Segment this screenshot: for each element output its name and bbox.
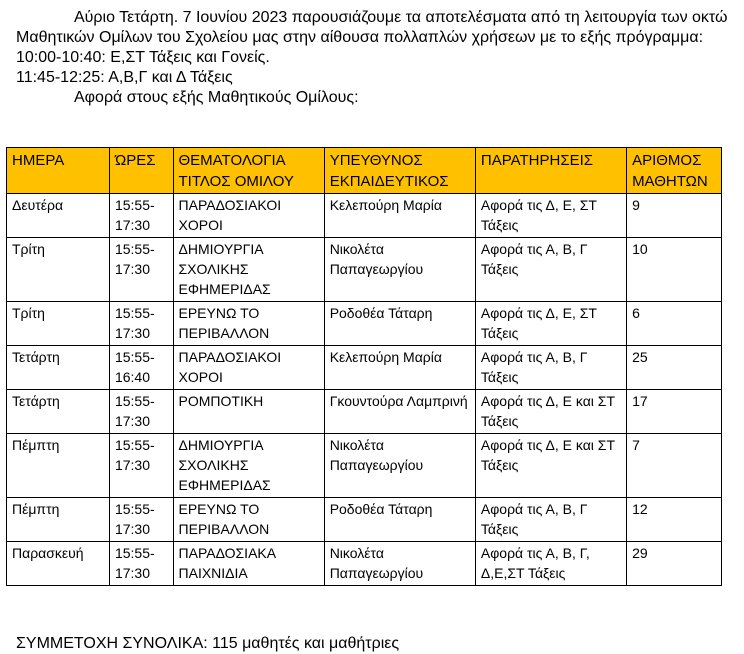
clubs-schedule-table <box>6 147 722 586</box>
header-student-count: ΑΡΙΘΜΟΣ ΜΑΘΗΤΩΝ <box>627 148 722 194</box>
cell-day: Παρασκευή <box>7 542 110 586</box>
cell-hours: 15:55-17:30 <box>109 542 173 586</box>
cell-teacher: Κελεπούρη Μαρία <box>324 194 475 238</box>
table-row <box>7 238 722 302</box>
cell-student-count: 9 <box>627 194 722 238</box>
cell-notes: Αφορά τις Α, Β, Γ Τάξεις <box>475 346 626 390</box>
clubs-intro-line: Αφορά στους εξής Μαθητικούς Ομίλους: <box>74 89 359 106</box>
cell-notes: Αφορά τις Δ, Ε, ΣΤ Τάξεις <box>475 302 626 346</box>
cell-topic: ΠΑΡΑΔΟΣΙΑΚΑ ΠΑΙΧΝΙΔΙΑ <box>173 542 324 586</box>
cell-day: Τρίτη <box>7 302 110 346</box>
cell-teacher: Νικολέτα Παπαγεωργίου <box>324 238 475 302</box>
header-notes: ΠΑΡΑΤΗΡΗΣΕΙΣ <box>475 148 626 194</box>
cell-notes: Αφορά τις Α, Β, Γ Τάξεις <box>475 238 626 302</box>
cell-teacher: Νικολέτα Παπαγεωργίου <box>324 542 475 586</box>
cell-teacher: Γκουντούρα Λαμπρινή <box>324 390 475 434</box>
cell-teacher: Κελεπούρη Μαρία <box>324 346 475 390</box>
cell-hours: 15:55-17:30 <box>109 390 173 434</box>
table-row <box>7 194 722 238</box>
cell-notes: Αφορά τις Α, Β, Γ, Δ,Ε,ΣΤ Τάξεις <box>475 542 626 586</box>
cell-topic: ΠΑΡΑΔΟΣΙΑΚΟΙ ΧΟΡΟΙ <box>173 194 324 238</box>
cell-student-count: 25 <box>627 346 722 390</box>
intro-text <box>16 8 728 108</box>
cell-student-count: 7 <box>627 434 722 498</box>
header-topic: ΘΕΜΑΤΟΛΟΓΙΑ ΤΙΤΛΟΣ ΟΜΙΛΟΥ <box>173 148 324 194</box>
table-row <box>7 498 722 542</box>
cell-hours: 15:55-17:30 <box>109 238 173 302</box>
cell-notes: Αφορά τις Α, Β, Γ Τάξεις <box>475 498 626 542</box>
cell-topic: ΕΡΕΥΝΩ ΤΟ ΠΕΡΙΒΑΛΛΟΝ <box>173 302 324 346</box>
cell-topic: ΠΑΡΑΔΟΣΙΑΚΟΙ ΧΟΡΟΙ <box>173 346 324 390</box>
table-header-row <box>7 148 722 194</box>
cell-student-count: 12 <box>627 498 722 542</box>
table-row <box>7 434 722 498</box>
cell-topic: ΔΗΜΙΟΥΡΓΙΑ ΣΧΟΛΙΚΗΣ ΕΦΗΜΕΡΙΔΑΣ <box>173 238 324 302</box>
cell-teacher: Νικολέτα Παπαγεωργίου <box>324 434 475 498</box>
intro-paragraph: Αύριο Τετάρτη. 7 Ιουνίου 2023 παρουσιάζουμε τα αποτελέσματα από τη λειτουργία των οκτώ Μαθητικών Ομίλων του Σχολείου μας στην αίθουσα πολλαπλών χρήσεων με το εξής πρόγραμμα: <box>16 9 728 46</box>
cell-hours: 15:55-17:30 <box>109 302 173 346</box>
cell-notes: Αφορά τις Δ, Ε και ΣΤ Τάξεις <box>475 390 626 434</box>
cell-hours: 15:55-17:30 <box>109 194 173 238</box>
cell-topic: ΔΗΜΙΟΥΡΓΙΑ ΣΧΟΛΙΚΗΣ ΕΦΗΜΕΡΙΔΑΣ <box>173 434 324 498</box>
cell-day: Δευτέρα <box>7 194 110 238</box>
header-day: ΗΜΕΡΑ <box>7 148 110 194</box>
first-session-line: 10:00-10:40: Ε,ΣΤ Τάξεις και Γονείς. <box>16 49 270 66</box>
cell-student-count: 17 <box>627 390 722 434</box>
table-row <box>7 346 722 390</box>
cell-day: Πέμπτη <box>7 498 110 542</box>
cell-hours: 15:55-17:30 <box>109 434 173 498</box>
cell-day: Πέμπτη <box>7 434 110 498</box>
cell-day: Τρίτη <box>7 238 110 302</box>
table-row <box>7 302 722 346</box>
cell-student-count: 29 <box>627 542 722 586</box>
second-session-line: 11:45-12:25: Α,Β,Γ και Δ Τάξεις <box>16 69 233 86</box>
cell-student-count: 10 <box>627 238 722 302</box>
cell-notes: Αφορά τις Δ, Ε και ΣΤ Τάξεις <box>475 434 626 498</box>
total-participation: ΣΥΜΜΕΤΟΧΗ ΣΥΝΟΛΙΚΑ: 115 μαθητές και μαθήτριες <box>16 635 400 652</box>
cell-topic: ΡΟΜΠΟΤΙΚΗ <box>173 390 324 434</box>
table-row <box>7 542 722 586</box>
header-teacher: ΥΠΕΥΘΥΝΟΣ ΕΚΠΑΙΔΕΥΤΙΚΟΣ <box>324 148 475 194</box>
header-hours: ΏΡΕΣ <box>109 148 173 194</box>
cell-teacher: Ροδοθέα Τάταρη <box>324 302 475 346</box>
cell-teacher: Ροδοθέα Τάταρη <box>324 498 475 542</box>
cell-hours: 15:55-17:30 <box>109 498 173 542</box>
cell-day: Τετάρτη <box>7 390 110 434</box>
cell-topic: ΕΡΕΥΝΩ ΤΟ ΠΕΡΙΒΑΛΛΟΝ <box>173 498 324 542</box>
cell-day: Τετάρτη <box>7 346 110 390</box>
table-row <box>7 390 722 434</box>
cell-notes: Αφορά τις Δ, Ε, ΣΤ Τάξεις <box>475 194 626 238</box>
cell-hours: 15:55-16:40 <box>109 346 173 390</box>
cell-student-count: 6 <box>627 302 722 346</box>
